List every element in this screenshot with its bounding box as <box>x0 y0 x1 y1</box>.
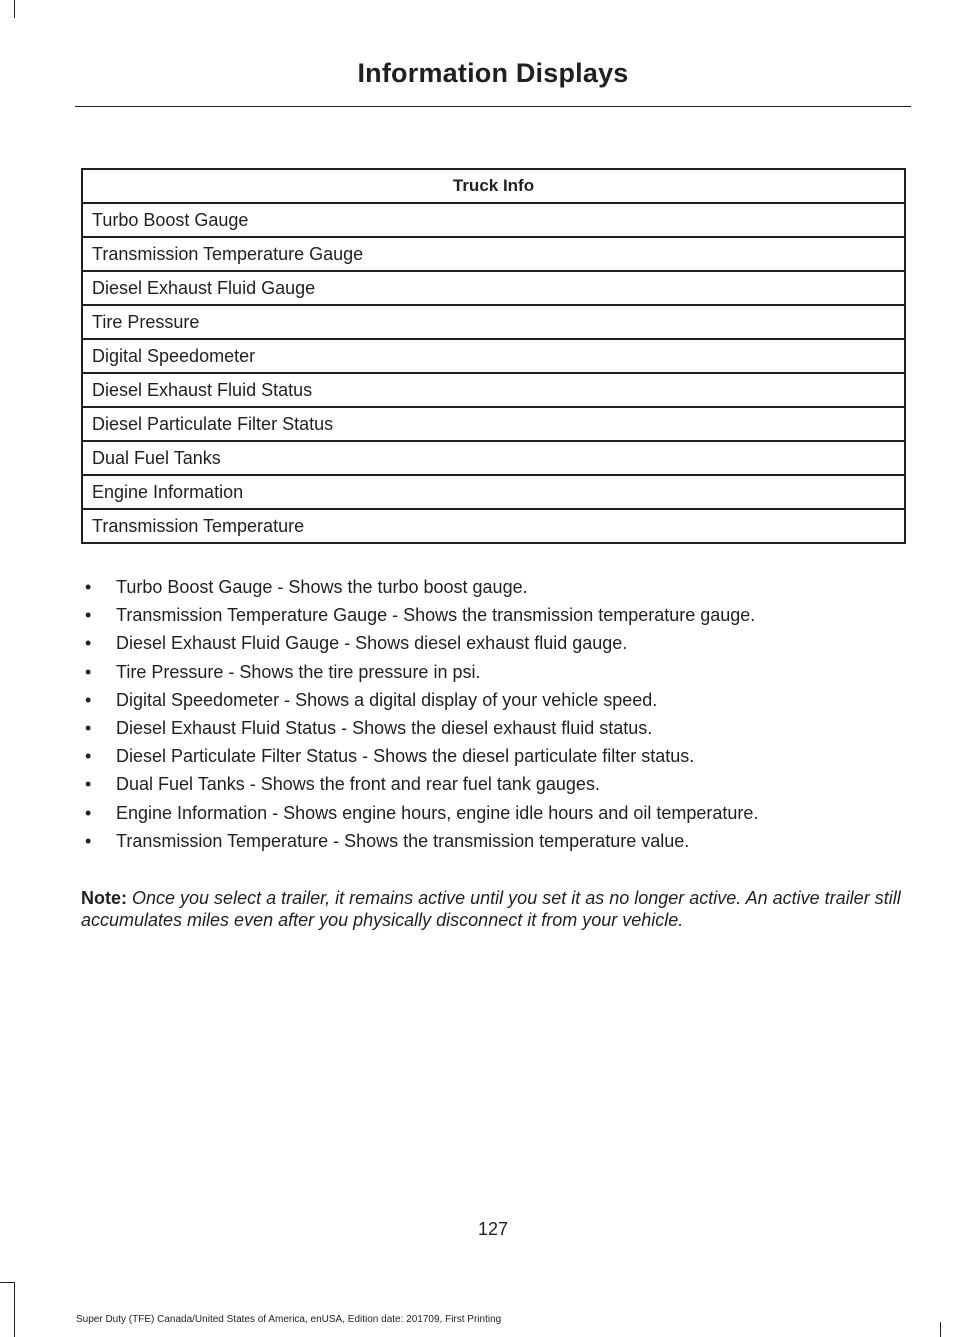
table-row <box>82 373 905 407</box>
publication-footer: Super Duty (TFE) Canada/United States of America, enUSA, Edition date: 201709, First Printing <box>76 1314 502 1325</box>
note-paragraph <box>81 887 911 931</box>
list-item <box>85 799 915 827</box>
table-row <box>82 237 905 271</box>
list-item-text: Turbo Boost Gauge - Shows the turbo boost gauge. <box>116 577 528 597</box>
bullet-icon: • <box>85 689 92 710</box>
bullet-icon: • <box>85 774 92 795</box>
table-row <box>82 509 905 543</box>
table-cell: Diesel Particulate Filter Status <box>82 407 905 441</box>
table-cell: Engine Information <box>82 475 905 509</box>
list-item <box>85 827 915 855</box>
list-item-text: Diesel Particulate Filter Status - Shows the diesel particulate filter status. <box>116 746 695 767</box>
crop-mark-top-left <box>14 0 15 18</box>
note-label: Note: <box>81 888 127 908</box>
table-cell: Tire Pressure <box>82 305 905 339</box>
bullet-icon: • <box>85 746 92 767</box>
list-item-text: Dual Fuel Tanks - Shows the front and rear fuel tank gauges. <box>116 774 600 795</box>
list-item-text: Transmission Temperature - Shows the transmission temperature value. <box>116 830 690 851</box>
table-row <box>82 407 905 441</box>
table-cell: Transmission Temperature Gauge <box>82 237 905 271</box>
table-cell: Digital Speedometer <box>82 339 905 373</box>
crop-mark-bottom-left <box>14 1282 15 1337</box>
table-heading: Truck Info <box>82 169 905 203</box>
table-cell: Diesel Exhaust Fluid Gauge <box>82 271 905 305</box>
table-cell: Turbo Boost Gauge <box>82 203 905 237</box>
note-text: Once you select a trailer, it remains active until you set it as no longer active. An active trailer still accumulates miles even after you physically disconnect it from your vehicle. <box>81 888 901 930</box>
list-item <box>85 658 915 686</box>
table-row <box>82 305 905 339</box>
table-row <box>82 475 905 509</box>
bullet-icon: • <box>85 802 92 823</box>
list-item-text: Diesel Exhaust Fluid Gauge - Shows diesel exhaust fluid gauge. <box>116 633 628 654</box>
truck-info-table <box>81 168 906 544</box>
table-row <box>82 203 905 237</box>
list-item-text: Engine Information - Shows engine hours, engine idle hours and oil temperature. <box>116 802 759 823</box>
table-row <box>82 441 905 475</box>
bullet-icon: • <box>85 577 92 597</box>
list-item-text: Tire Pressure - Shows the tire pressure in psi. <box>116 661 481 682</box>
list-item-text: Diesel Exhaust Fluid Status - Shows the diesel exhaust fluid status. <box>116 717 653 738</box>
table-cell: Diesel Exhaust Fluid Status <box>82 373 905 407</box>
list-item <box>85 714 915 742</box>
list-item <box>85 770 915 798</box>
table-row <box>82 271 905 305</box>
list-item <box>85 686 915 714</box>
list-item <box>85 742 915 770</box>
bullet-icon: • <box>85 717 92 738</box>
bullet-icon: • <box>85 605 92 626</box>
list-item-text: Transmission Temperature Gauge - Shows the transmission temperature gauge. <box>116 605 756 626</box>
table-row <box>82 339 905 373</box>
list-item <box>85 629 915 657</box>
header-divider <box>75 106 911 107</box>
crop-mark-bottom-left-horizontal <box>0 1282 14 1283</box>
bullet-icon: • <box>85 830 92 851</box>
bullet-icon: • <box>85 633 92 654</box>
feature-description-list <box>85 573 915 855</box>
bullet-icon: • <box>85 661 92 682</box>
table-header-row <box>82 169 905 203</box>
table-cell: Dual Fuel Tanks <box>82 441 905 475</box>
list-item-text: Digital Speedometer - Shows a digital display of your vehicle speed. <box>116 689 658 710</box>
list-item <box>85 601 915 629</box>
list-item <box>85 573 915 601</box>
page-number: 127 <box>477 1219 509 1239</box>
crop-mark-bottom-right <box>940 1322 941 1337</box>
page-title: Information Displays <box>357 58 629 88</box>
table-cell: Transmission Temperature <box>82 509 905 543</box>
